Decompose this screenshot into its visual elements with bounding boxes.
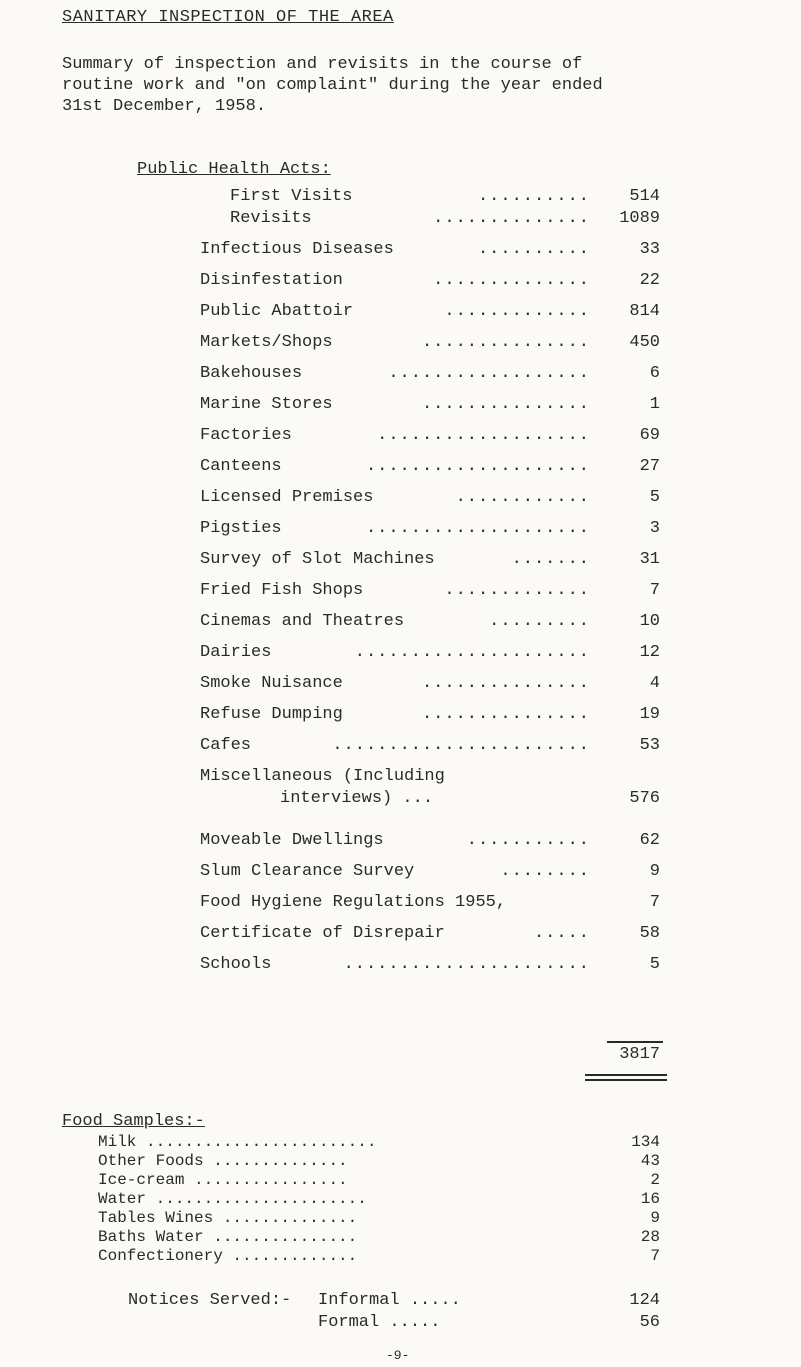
row-value: 3 bbox=[649, 519, 660, 538]
food-sample-value: 16 bbox=[640, 1190, 660, 1208]
inspection-row bbox=[200, 550, 660, 572]
row-label: Smoke Nuisance bbox=[200, 674, 343, 693]
page-title: SANITARY INSPECTION OF THE AREA bbox=[62, 8, 394, 27]
row-value: 7 bbox=[649, 581, 660, 600]
food-sample-label: Water ...................... bbox=[98, 1190, 367, 1208]
inspection-row bbox=[200, 395, 660, 417]
row-value: 814 bbox=[629, 302, 660, 321]
row-label: Infectious Diseases bbox=[200, 240, 394, 259]
row-label: Certificate of Disrepair bbox=[200, 924, 445, 943]
food-sample-value: 43 bbox=[640, 1152, 660, 1170]
food-samples-heading: Food Samples:- bbox=[62, 1112, 205, 1131]
food-sample-label: Baths Water ............... bbox=[98, 1228, 358, 1246]
inspection-row bbox=[200, 767, 660, 808]
food-sample-row bbox=[98, 1190, 660, 1209]
inspection-row bbox=[200, 333, 660, 355]
inspection-row bbox=[200, 519, 660, 541]
row-value: 1 bbox=[649, 395, 660, 414]
row-label: Markets/Shops bbox=[200, 333, 333, 352]
row-value: 53 bbox=[639, 736, 660, 755]
food-sample-row bbox=[98, 1228, 660, 1247]
inspection-row bbox=[200, 674, 660, 696]
leader-dots: ............... bbox=[421, 395, 590, 414]
row-label: First Visits bbox=[230, 187, 353, 206]
sum-rule bbox=[607, 1041, 663, 1043]
leader-dots: ..................... bbox=[354, 643, 590, 662]
inspection-row bbox=[200, 955, 660, 977]
leader-dots: .......... bbox=[477, 187, 590, 206]
inspection-row bbox=[200, 426, 660, 448]
food-sample-value: 28 bbox=[640, 1228, 660, 1246]
inspection-row bbox=[200, 924, 660, 946]
food-sample-label: Other Foods .............. bbox=[98, 1152, 348, 1170]
intro-line-2: routine work and "on complaint" during the year ended bbox=[62, 76, 603, 95]
inspection-row bbox=[200, 643, 660, 665]
row-value: 5 bbox=[649, 488, 660, 507]
leader-dots: ............ bbox=[455, 488, 590, 507]
leader-dots: ............... bbox=[421, 674, 590, 693]
notices-formal-value: 56 bbox=[639, 1313, 660, 1332]
page-number: -9- bbox=[386, 1348, 410, 1363]
row-label: Schools bbox=[200, 955, 272, 974]
row-value: 12 bbox=[639, 643, 660, 662]
row-value: 58 bbox=[639, 924, 660, 943]
row-value: 7 bbox=[649, 893, 660, 912]
row-label: Pigsties bbox=[200, 519, 282, 538]
row-value: 514 bbox=[629, 187, 660, 206]
row-label: Cafes bbox=[200, 736, 252, 755]
row-value: 450 bbox=[629, 333, 660, 352]
leader-dots: ........ bbox=[500, 862, 590, 881]
row-label: Marine Stores bbox=[200, 395, 333, 414]
row-value: 5 bbox=[649, 955, 660, 974]
double-rule-top bbox=[585, 1074, 667, 1076]
intro-line-1: Summary of inspection and revisits in the course of bbox=[62, 55, 583, 74]
inspection-row bbox=[200, 581, 660, 603]
leader-dots: ........... bbox=[466, 831, 590, 850]
food-sample-label: Milk ........................ bbox=[98, 1133, 377, 1151]
row-value: 19 bbox=[639, 705, 660, 724]
inspection-row bbox=[200, 612, 660, 634]
food-sample-row bbox=[98, 1152, 660, 1171]
row-value: 22 bbox=[639, 271, 660, 290]
total-value: 3817 bbox=[619, 1045, 660, 1064]
row-value: 27 bbox=[639, 457, 660, 476]
leader-dots: ............. bbox=[444, 302, 590, 321]
inspection-row bbox=[200, 240, 660, 262]
double-rule-bottom bbox=[585, 1079, 667, 1081]
leader-dots: ............. bbox=[444, 581, 590, 600]
row-label: Miscellaneous (Including bbox=[200, 767, 445, 786]
inspection-row bbox=[200, 271, 660, 293]
row-label: Refuse Dumping bbox=[200, 705, 343, 724]
inspection-row bbox=[200, 705, 660, 727]
leader-dots: ..... bbox=[533, 924, 590, 943]
section-heading: Public Health Acts: bbox=[137, 160, 331, 179]
leader-dots: .................... bbox=[365, 519, 590, 538]
row-label: Revisits bbox=[230, 209, 312, 228]
row-label: Factories bbox=[200, 426, 292, 445]
row-label: Cinemas and Theatres bbox=[200, 612, 405, 631]
intro-paragraph bbox=[62, 54, 603, 117]
notices-informal-label: Informal ..... bbox=[318, 1291, 461, 1310]
inspection-row bbox=[200, 736, 660, 758]
row-label: Bakehouses bbox=[200, 364, 303, 383]
leader-dots: ................... bbox=[377, 426, 590, 445]
inspection-row bbox=[200, 457, 660, 479]
row-label: Canteens bbox=[200, 457, 282, 476]
row-value: 6 bbox=[649, 364, 660, 383]
row-label-continued: interviews) ... bbox=[280, 789, 434, 808]
food-sample-row bbox=[98, 1171, 660, 1190]
intro-line-3: 31st December, 1958. bbox=[62, 97, 267, 116]
inspection-row bbox=[200, 893, 660, 915]
inspection-row bbox=[200, 364, 660, 386]
food-sample-value: 7 bbox=[650, 1247, 660, 1265]
inspection-row bbox=[230, 187, 660, 209]
row-value: 62 bbox=[639, 831, 660, 850]
food-sample-value: 9 bbox=[650, 1209, 660, 1227]
leader-dots: .............. bbox=[433, 271, 590, 290]
row-value: 576 bbox=[629, 789, 660, 808]
row-value: 31 bbox=[639, 550, 660, 569]
row-label: Licensed Premises bbox=[200, 488, 374, 507]
row-value: 9 bbox=[649, 862, 660, 881]
row-label: Public Abattoir bbox=[200, 302, 354, 321]
leader-dots: ...................... bbox=[343, 955, 590, 974]
row-label: Disinfestation bbox=[200, 271, 343, 290]
leader-dots: .................. bbox=[388, 364, 590, 383]
leader-dots: ....................... bbox=[332, 736, 590, 755]
row-value: 33 bbox=[639, 240, 660, 259]
row-value: 69 bbox=[639, 426, 660, 445]
food-sample-label: Tables Wines .............. bbox=[98, 1209, 358, 1227]
notices-formal-label: Formal ..... bbox=[318, 1313, 441, 1332]
row-value: 10 bbox=[639, 612, 660, 631]
food-sample-label: Confectionery ............. bbox=[98, 1247, 358, 1265]
notices-label: Notices Served:- bbox=[128, 1291, 292, 1310]
row-label: Dairies bbox=[200, 643, 272, 662]
inspection-row bbox=[200, 831, 660, 853]
inspection-row bbox=[200, 302, 660, 324]
inspection-row bbox=[200, 862, 660, 884]
row-label: Slum Clearance Survey bbox=[200, 862, 415, 881]
leader-dots: .................... bbox=[365, 457, 590, 476]
row-label: Food Hygiene Regulations 1955, bbox=[200, 893, 507, 912]
food-sample-row bbox=[98, 1133, 660, 1152]
row-label: Fried Fish Shops bbox=[200, 581, 364, 600]
row-value: 1089 bbox=[619, 209, 660, 228]
leader-dots: .......... bbox=[477, 240, 590, 259]
leader-dots: .............. bbox=[433, 209, 590, 228]
food-sample-value: 134 bbox=[631, 1133, 660, 1151]
notices-informal-value: 124 bbox=[629, 1291, 660, 1310]
leader-dots: ......... bbox=[489, 612, 590, 631]
food-sample-label: Ice-cream ................ bbox=[98, 1171, 348, 1189]
row-value: 4 bbox=[649, 674, 660, 693]
row-label: Survey of Slot Machines bbox=[200, 550, 435, 569]
inspection-row bbox=[230, 209, 660, 231]
row-label: Moveable Dwellings bbox=[200, 831, 384, 850]
food-sample-row bbox=[98, 1209, 660, 1228]
food-sample-row bbox=[98, 1247, 660, 1266]
leader-dots: ............... bbox=[421, 333, 590, 352]
leader-dots: ............... bbox=[421, 705, 590, 724]
leader-dots: ....... bbox=[511, 550, 590, 569]
inspection-row bbox=[200, 488, 660, 510]
food-sample-value: 2 bbox=[650, 1171, 660, 1189]
